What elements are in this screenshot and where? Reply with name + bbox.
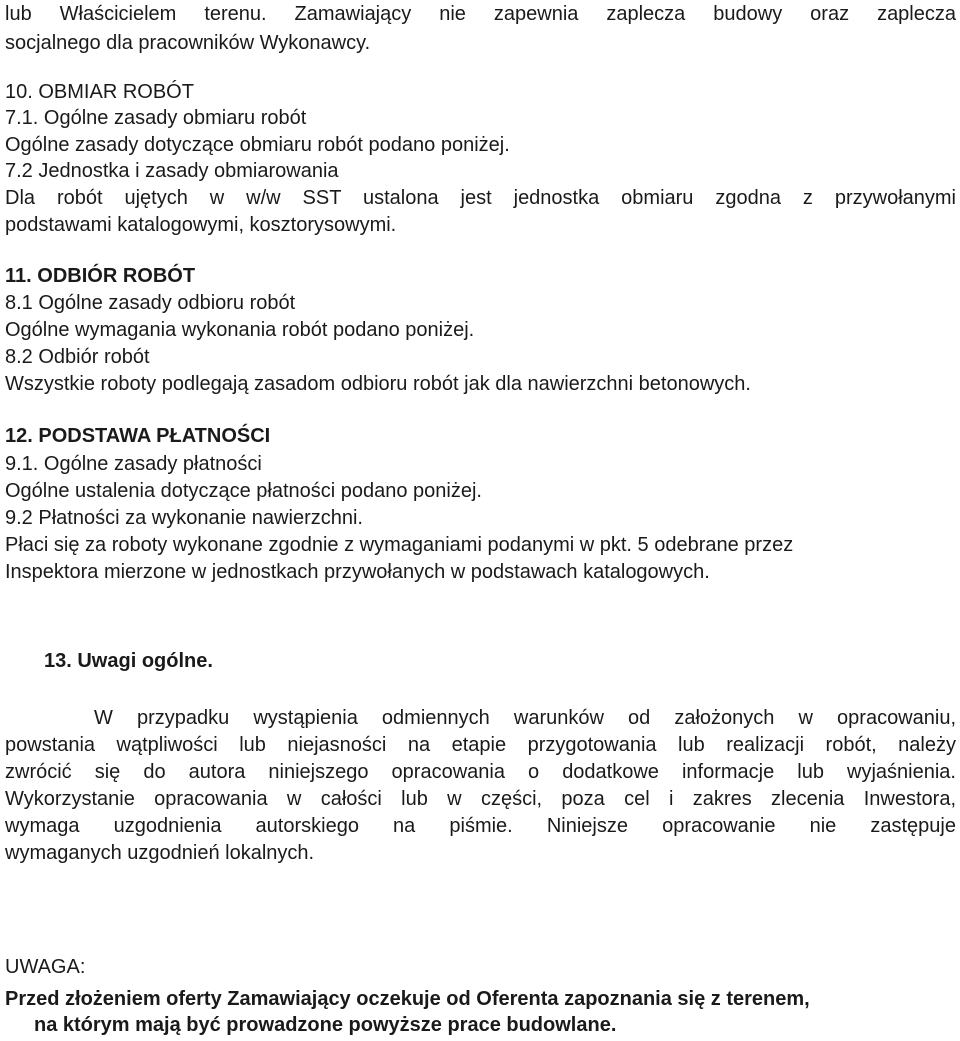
section-heading: 11. ODBIÓR ROBÓT xyxy=(5,265,196,287)
notice-text: Przed złożeniem oferty Zamawiający oczekuje od Oferenta zapoznania się z terenem, xyxy=(5,988,810,1010)
notice-text: na którym mają być prowadzone powyższe prace budowlane. xyxy=(34,1014,617,1036)
section-heading: 12. PODSTAWA PŁATNOŚCI xyxy=(5,425,271,447)
paragraph-line: Inspektora mierzone w jednostkach przywołanych w podstawach katalogowych. xyxy=(5,561,710,583)
paragraph-line: Ogólne wymagania wykonania robót podano poniżej. xyxy=(5,319,475,341)
subsection-heading: 8.1 Ogólne zasady odbioru robót xyxy=(5,292,296,314)
paragraph-line: wymaga uzgodnienia autorskiego na piśmie. Niniejsze opracowanie nie zastępuje xyxy=(5,815,956,837)
notice-label: UWAGA: xyxy=(5,956,86,978)
section-heading: 13. Uwagi ogólne. xyxy=(44,650,213,672)
paragraph-line: podstawami katalogowymi, kosztorysowymi. xyxy=(5,214,397,236)
paragraph-line: Wykorzystanie opracowania w całości lub w części, poza cel i zakres zlecenia Inwestora, xyxy=(5,788,956,810)
subsection-heading: 8.2 Odbiór robót xyxy=(5,346,150,368)
subsection-heading: 7.1. Ogólne zasady obmiaru robót xyxy=(5,107,307,129)
paragraph-line: lub Właścicielem terenu. Zamawiający nie zapewnia zaplecza budowy oraz zaplecza xyxy=(5,3,956,25)
paragraph-line: powstania wątpliwości lub niejasności na etapie przygotowania lub realizacji robót, należy xyxy=(5,734,956,756)
section-heading: 10. OBMIAR ROBÓT xyxy=(5,81,194,103)
paragraph-line: Dla robót ujętych w w/w SST ustalona jest jednostka obmiaru zgodna z przywołanymi xyxy=(5,187,956,209)
paragraph-line: W przypadku wystąpienia odmiennych warunków od założonych w opracowaniu, xyxy=(94,707,956,729)
paragraph-line: Ogólne zasady dotyczące obmiaru robót podano poniżej. xyxy=(5,134,510,156)
paragraph-line: Ogólne ustalenia dotyczące płatności podano poniżej. xyxy=(5,480,482,502)
subsection-heading: 7.2 Jednostka i zasady obmiarowania xyxy=(5,160,339,182)
subsection-heading: 9.2 Płatności za wykonanie nawierzchni. xyxy=(5,507,363,529)
paragraph-line: Wszystkie roboty podlegają zasadom odbioru robót jak dla nawierzchni betonowych. xyxy=(5,373,751,395)
paragraph-line: socjalnego dla pracowników Wykonawcy. xyxy=(5,32,371,54)
paragraph-line: wymaganych uzgodnień lokalnych. xyxy=(5,842,315,864)
subsection-heading: 9.1. Ogólne zasady płatności xyxy=(5,453,262,475)
paragraph-line: Płaci się za roboty wykonane zgodnie z wymaganiami podanymi w pkt. 5 odebrane przez xyxy=(5,534,794,556)
paragraph-line: zwrócić się do autora niniejszego opracowania o dodatkowe informacje lub wyjaśnienia. xyxy=(5,761,956,783)
